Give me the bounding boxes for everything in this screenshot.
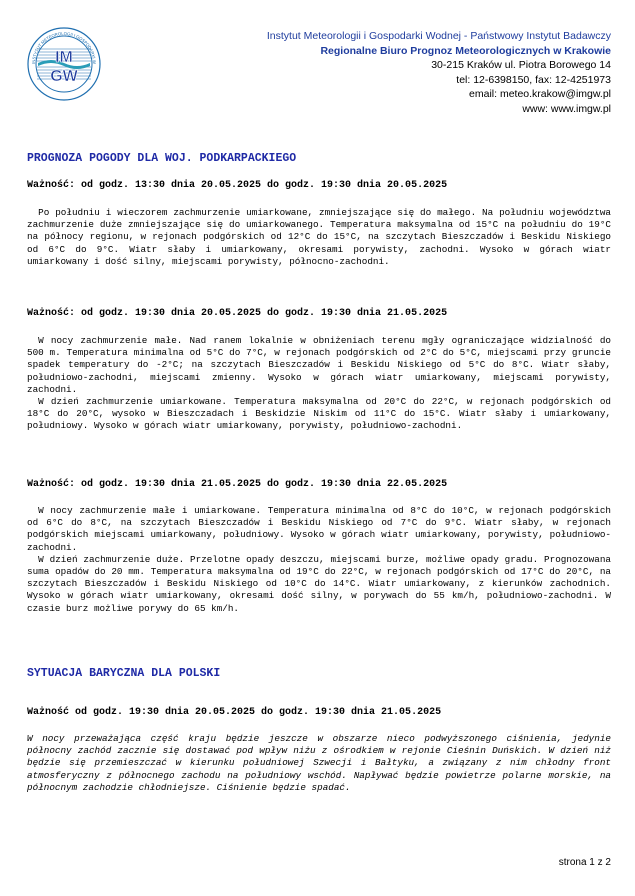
- imgw-logo: [27, 27, 101, 101]
- synoptic-title: SYTUACJA BARYCZNA DLA POLSKI: [27, 667, 221, 680]
- header-institute-name: Instytut Meteorologii i Gospodarki Wodnej - Państwowy Instytut Badawczy: [266, 30, 611, 42]
- period-1-text: [27, 207, 611, 268]
- synoptic-text: [27, 733, 611, 794]
- synoptic-paragraph: W nocy przeważająca część kraju będzie jeszcze w obszarze nieco podwyższonego ciśnienia, jedynie północny zachód zacznie się dostawać pod wpływ niżu z ośrodkiem w rejonie Cieśnin Duńskich. W dzień niż będzie się przemieszczać w kierunku południowej Szwecji i Bałtyku, a związany z nim chłodny front atmosferyczny z północnego zachodu na południowy wschód. Napływać będzie powietrze polarne morskie, na północnym zachodzie chłodniejsze. Ciśnienie będzie spadać.: [27, 733, 611, 793]
- period-1-validity: Ważność: od godz. 13:30 dnia 20.05.2025 do godz. 19:30 dnia 20.05.2025: [27, 180, 448, 191]
- header-office-name: Regionalne Biuro Prognoz Meteorologicznych w Krakowie: [320, 44, 611, 57]
- period-3-paragraph-1: W nocy zachmurzenie małe i umiarkowane. Temperatura minimalna od 8°C do 10°C, w rejonach podgórskich od 6°C do 8°C, na szczytach Bieszczadów i Beskidu Niskiego od 7°C do 9°C. Wiatr słaby, w rejonach podgórskich miejscami umiarkowany, południowy. Wysoko w górach wiatr umiarkowany, porywisty, południowo-zachodni.: [27, 505, 611, 553]
- period-3-validity: Ważność: od godz. 19:30 dnia 21.05.2025 do godz. 19:30 dnia 22.05.2025: [27, 479, 448, 490]
- period-1-paragraph-1: Po południu i wieczorem zachmurzenie umiarkowane, zmniejszające się do małego. Na południu województwa zachmurzenie duże zmniejszające się do umiarkowanego. Temperatura maksymalna od 15°C na południu do 19°C na północy regionu, w rejonach podgórskich od 12°C do 15°C, na szczytach Bieszczadów i Beskidu Niskiego od 6°C do 9°C. Wiatr słaby i umiarkowany, okresami porywisty, zachodni. Wysoko w górach wiatr umiarkowany i dość silny, miejscami porywisty, północno-zachodni.: [27, 207, 611, 267]
- period-3-text: [27, 505, 611, 615]
- synoptic-validity: Ważność od godz. 19:30 dnia 20.05.2025 do godz. 19:30 dnia 21.05.2025: [27, 707, 442, 718]
- logo-text-top: IM: [55, 49, 73, 66]
- period-2-validity: Ważność: od godz. 19:30 dnia 20.05.2025 do godz. 19:30 dnia 21.05.2025: [27, 308, 448, 319]
- header-email[interactable]: email: meteo.krakow@imgw.pl: [469, 88, 611, 100]
- institute-header: [267, 29, 611, 116]
- logo-text-bottom: GW: [50, 68, 78, 85]
- period-2-text: [27, 335, 611, 433]
- header-website[interactable]: www: www.imgw.pl: [522, 102, 611, 115]
- page-number: strona 1 z 2: [558, 857, 611, 868]
- logo-ring-text: INSTYTUT METEOROLOGII I GOSPODARKI W: [30, 30, 98, 65]
- period-2-paragraph-2: W dzień zachmurzenie umiarkowane. Temperatura maksymalna od 20°C do 22°C, w rejonach podgórskich od 18°C do 20°C, wysoko w Bieszczadach i Beskidzie Niskim od 11°C do 15°C. Wiatr słaby i umiarkowany, południowy. Wysoko w górach wiatr umiarkowany, porywisty, południowo-zachodni.: [27, 396, 611, 432]
- header-address: 30-215 Kraków ul. Piotra Borowego 14: [431, 59, 611, 71]
- forecast-title: PROGNOZA POGODY DLA WOJ. PODKARPACKIEGO: [27, 152, 297, 165]
- period-3-paragraph-2: W dzień zachmurzenie duże. Przelotne opady deszczu, miejscami burze, możliwe opady gradu. Prognozowana suma opadów do 20 mm. Temperatura maksymalna od 19°C do 22°C, w rejonach podgórskich od 17°C do 20°C, na szczytach Bieszczadów i Beskidu Niskiego od 10°C do 14°C. Wiatr umiarkowany, z kierunków zachodnich. Wysoko w górach wiatr umiarkowany, okresami dość silny, w porywach do 55 km/h, południowo-zachodni. W czasie burz możliwe porywy do 65 km/h.: [27, 553, 611, 614]
- period-2-paragraph-1: W nocy zachmurzenie małe. Nad ranem lokalnie w obniżeniach terenu mgły ograniczające widzialność do 500 m. Temperatura minimalna od 5°C do 7°C, w rejonach podgórskich od 2°C do 5°C, miejscami przy gruncie spadek temperatury do -2°C; na szczytach Bieszczadów i Beskidu Niskiego od 5°C do 8°C. Wiatr słaby, południowo-zachodni, miejscami zmienny. Wysoko w górach wiatr umiarkowany, miejscami porywisty, zachodni.: [27, 335, 611, 395]
- header-phone: tel: 12-6398150, fax: 12-4251973: [456, 73, 611, 86]
